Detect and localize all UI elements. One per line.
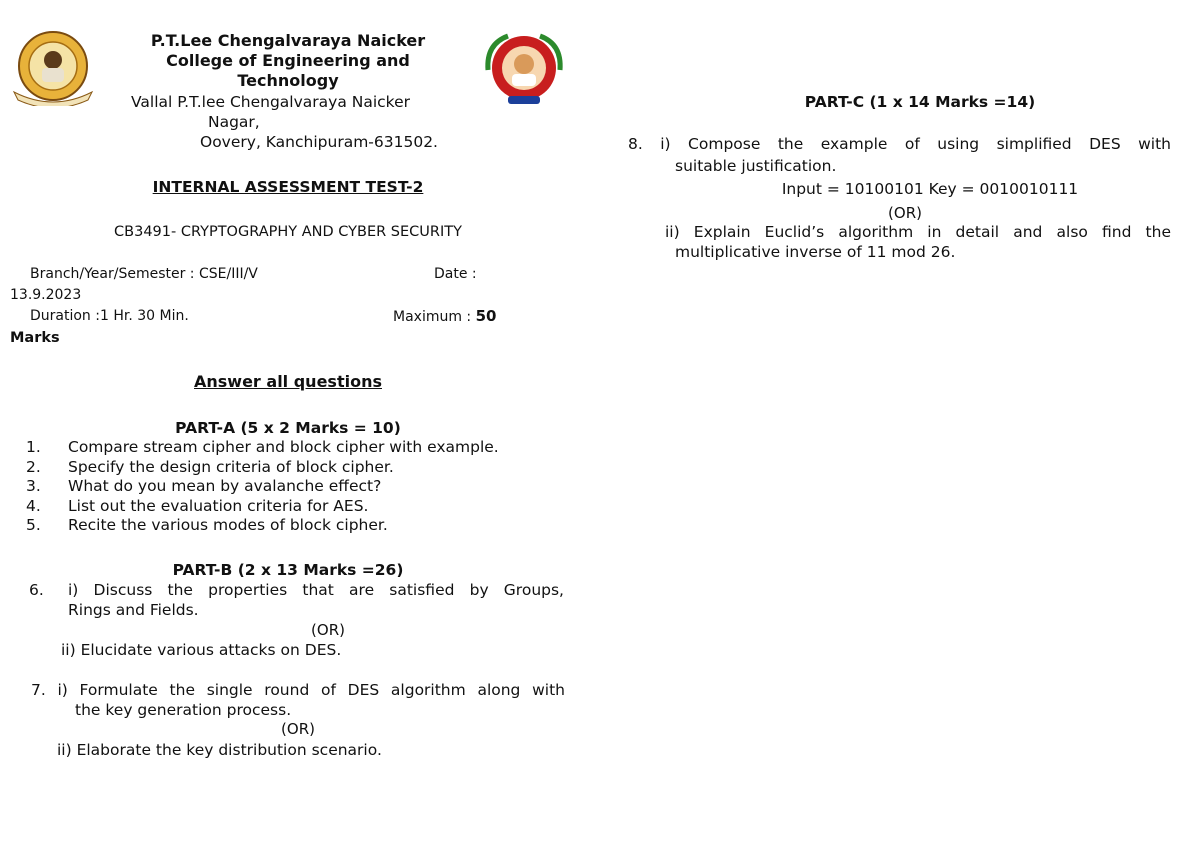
q8-part-ii-line2: multiplicative inverse of 11 mod 26.	[675, 243, 956, 261]
q8-input: Input = 10100101 Key = 0010010111	[781, 180, 1079, 198]
question-text: Recite the various modes of block cipher.	[68, 516, 388, 534]
part-b-heading: PART-B (2 x 13 Marks =26)	[172, 561, 404, 579]
question-text: What do you mean by avalanche effect?	[68, 477, 382, 495]
test-title: INTERNAL ASSESSMENT TEST-2	[152, 178, 424, 196]
trust-logo-right	[478, 30, 570, 108]
question-number: 3.	[26, 477, 41, 495]
question-number: 4.	[26, 496, 41, 515]
question-number: 2.	[26, 457, 41, 476]
q6-part-i-line1: i) Discuss the properties that are satisfied by Groups,	[68, 581, 564, 599]
q8-or: (OR)	[888, 204, 922, 222]
college-name-line3: Technology	[237, 71, 339, 90]
max-label: Maximum :	[393, 309, 476, 325]
college-name-line1: P.T.Lee Chengalvaraya Naicker	[150, 31, 426, 50]
question-text: Compare stream cipher and block cipher with example.	[68, 438, 499, 456]
question-text: Specify the design criteria of block cipher.	[68, 457, 394, 476]
q8-part-ii-line1: ii) Explain Euclid’s algorithm in detail and also find the	[665, 223, 1171, 241]
branch-info: Branch/Year/Semester : CSE/III/V	[30, 266, 258, 282]
q6-number: 6.	[29, 581, 44, 599]
part-a-heading: PART-A (5 x 2 Marks = 10)	[175, 419, 401, 437]
q7-or: (OR)	[281, 720, 315, 738]
max-marks	[393, 306, 496, 327]
question-text: List out the evaluation criteria for AES.	[68, 496, 369, 515]
date-label: Date :	[434, 266, 477, 282]
q6-part-i-line2: Rings and Fields.	[68, 601, 199, 619]
instruction: Answer all questions	[194, 372, 382, 391]
address-line2: Nagar,	[208, 113, 260, 131]
address-line3: Oovery, Kanchipuram-631502.	[200, 133, 438, 151]
college-logo-left	[8, 30, 98, 106]
date-value: 13.9.2023	[10, 287, 82, 303]
q8-line1: 8. i) Compose the example of using simplified DES with	[628, 135, 1171, 153]
subject-title: CB3491- CRYPTOGRAPHY AND CYBER SECURITY	[114, 224, 462, 240]
q8-line2: suitable justification.	[675, 157, 837, 175]
college-name-line2: College of Engineering and	[166, 51, 410, 70]
duration-info: Duration :1 Hr. 30 Min.	[30, 308, 189, 324]
question-number: 1.	[26, 438, 41, 456]
q7-line1: 7. i) Formulate the single round of DES algorithm along with	[31, 681, 565, 699]
q6-part-ii: ii) Elucidate various attacks on DES.	[61, 641, 342, 659]
q7-line2: the key generation process.	[75, 701, 292, 719]
address-line1: Vallal P.T.lee Chengalvaraya Naicker	[131, 93, 411, 111]
marks-word: Marks	[10, 330, 60, 346]
q7-part-ii: ii) Elaborate the key distribution scenario.	[57, 741, 382, 759]
q6-or: (OR)	[311, 621, 345, 639]
question-number: 5.	[26, 516, 41, 534]
part-c-heading: PART-C (1 x 14 Marks =14)	[804, 93, 1036, 111]
max-value: 50	[475, 307, 497, 325]
